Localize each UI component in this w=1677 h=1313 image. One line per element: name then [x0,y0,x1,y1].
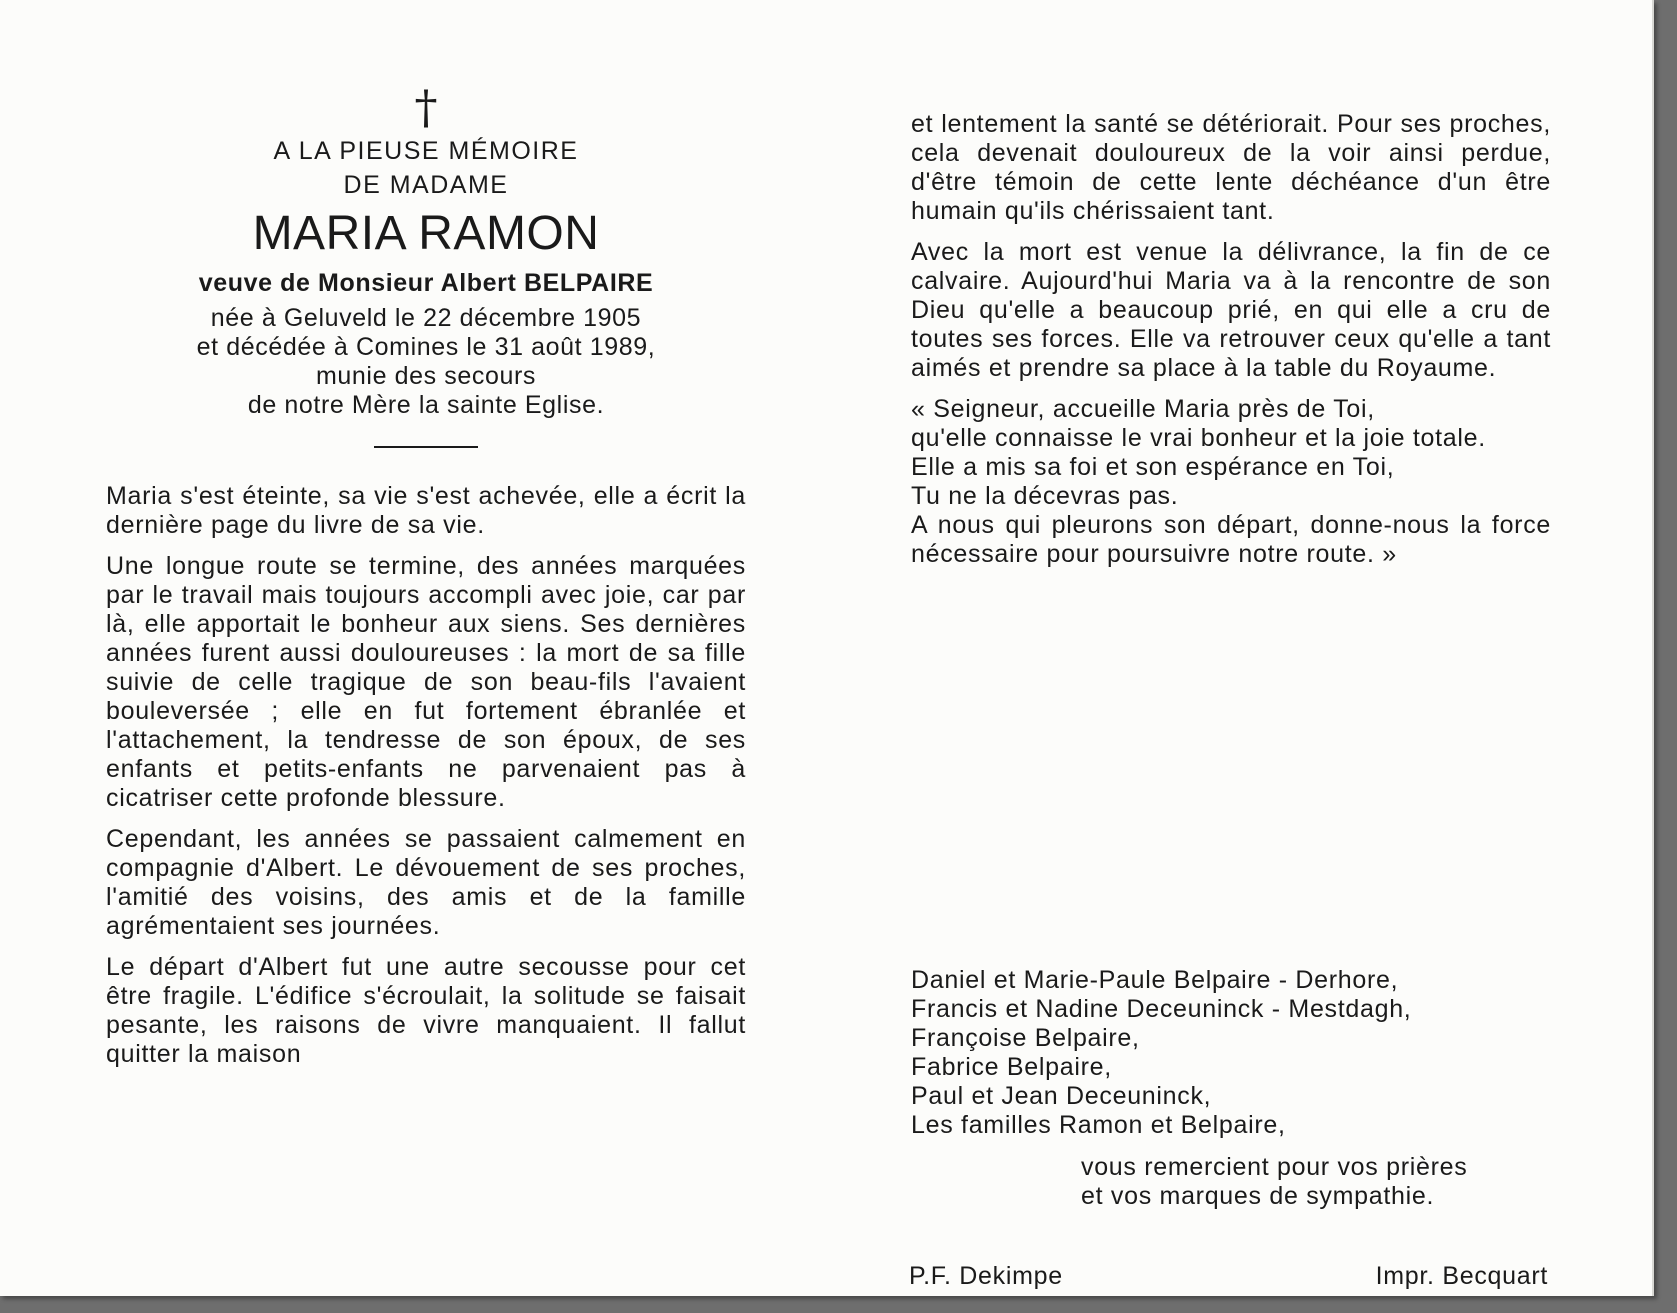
family-list [911,966,1551,1140]
cross-icon: † [414,80,438,134]
thanks-line-2: et vos marques de sympathie. [1081,1182,1435,1210]
prayer-line-3: Elle a mis sa foi et son espérance en Toi, [911,453,1395,481]
left-paragraph-2: Une longue route se termine, des années marquées par le travail mais toujours accompli avec joie, car par là, elle apportait le bonheur aux siens. Ses dernières années furent aussi douloureuses : la mort de sa fille suivie de celle tragique de son beau-fils l'avaient bouleversée ; elle en fut fortement ébranlée et l'attachement, la tendresse de son époux, de ses enfants et petits-enfants ne parvenaient pas à cicatriser cette profonde blessure. [106,552,746,812]
death-line: et décédée à Comines le 31 août 1989, [196,333,656,361]
prayer-line-2: qu'elle connaisse le vrai bonheur et la joie totale. [911,424,1486,452]
thanks-note [1081,1153,1551,1211]
left-paragraph-4: Le départ d'Albert fut une autre secousse pour cet être fragile. L'édifice s'écroulait, la solitude se faisait pesante, les raisons de vivre manquaient. Il fallut quitter la maison [106,953,746,1068]
birth-line: née à Geluveld le 22 décembre 1905 [210,304,642,332]
memory-line-2: DE MADAME [343,171,509,199]
prayer-line-4: Tu ne la décevras pas. [911,482,1179,510]
left-paragraph-1: Maria s'est éteinte, sa vie s'est achevée, elle a écrit la dernière page du livre de sa vie. [106,482,746,539]
church-line: de notre Mère la sainte Eglise. [247,391,605,419]
memory-line-1: A LA PIEUSE MÉMOIRE [273,137,579,165]
card-header [106,80,746,448]
thanks-line-1: vous remercient pour vos prières [1081,1153,1468,1181]
prayer-line-1: « Seigneur, accueille Maria près de Toi, [911,395,1375,423]
prayer [911,395,1551,569]
right-column [911,110,1551,569]
printer-credit: Impr. Becquart [1375,1262,1548,1290]
family-member: Paul et Jean Deceuninck, [911,1082,1212,1110]
family-member: Daniel et Marie-Paule Belpaire - Derhore, [911,966,1399,994]
sacraments-line: munie des secours [315,362,537,390]
family-member: Les familles Ramon et Belpaire, [911,1111,1286,1139]
prayer-line-5: A nous qui pleurons son départ, donne-nous la force nécessaire pour poursuivre notre route. » [911,511,1551,568]
family-member: Françoise Belpaire, [911,1024,1140,1052]
family-member: Francis et Nadine Deceuninck - Mestdagh, [911,995,1412,1023]
widow-of-line: veuve de Monsieur Albert BELPAIRE [198,269,654,297]
right-paragraph-2: Avec la mort est venue la délivrance, la fin de ce calvaire. Aujourd'hui Maria va à la rencontre de son Dieu qu'elle a beaucoup prié, en qui elle a cru de toutes ses forces. Elle va retrouver ceux qu'elle a tant aimés et prendre sa place à la table du Royaume. [911,238,1551,382]
funeral-director: P.F. Dekimpe [909,1262,1063,1290]
left-column [106,80,746,1081]
deceased-name: MARIA RAMON [252,207,600,260]
left-paragraph-3: Cependant, les années se passaient calmement en compagnie d'Albert. Le dévouement de ses proches, l'amitié des voisins, des amis et de la famille agrémentaient ses journées. [106,825,746,940]
right-paragraph-1: et lentement la santé se détériorait. Pour ses proches, cela devenait douloureux de la voir ainsi perdue, d'être témoin de cette lente déchéance d'un être humain qu'ils chérissaient tant. [911,110,1551,225]
header-divider [374,446,478,448]
family-member: Fabrice Belpaire, [911,1053,1112,1081]
